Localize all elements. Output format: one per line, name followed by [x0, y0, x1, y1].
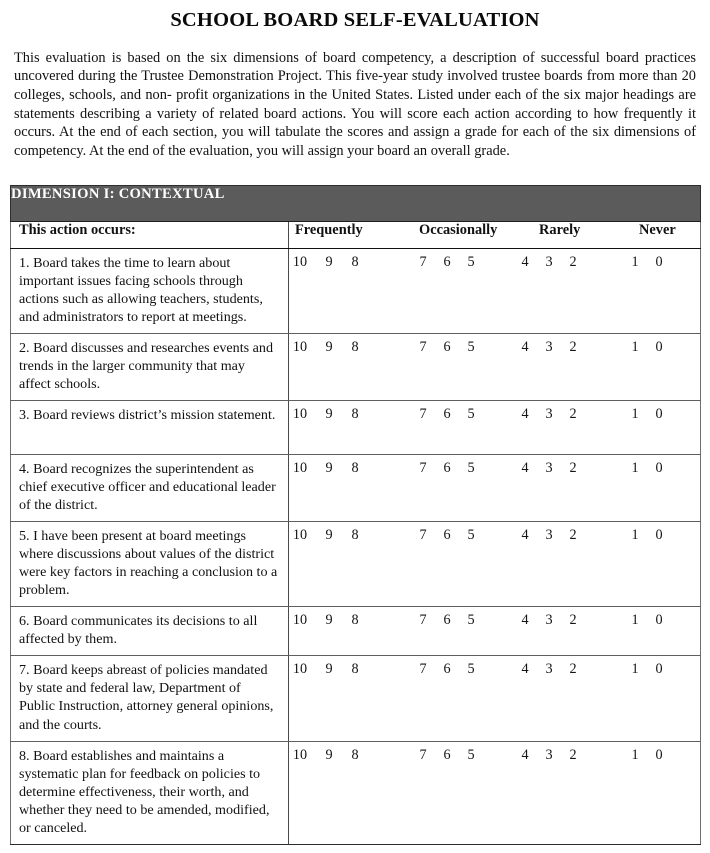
score-option-1[interactable]: 1 [631, 460, 639, 477]
column-header-never: Never [639, 221, 676, 238]
score-option-3[interactable]: 3 [545, 746, 553, 763]
score-option-5[interactable]: 5 [467, 253, 475, 270]
score-option-5[interactable]: 5 [467, 527, 475, 544]
score-strip [289, 527, 700, 546]
score-option-3[interactable]: 3 [545, 527, 553, 544]
column-header-statement: This action occurs: [11, 221, 289, 248]
score-option-10[interactable]: 10 [292, 460, 308, 477]
score-option-6[interactable]: 6 [443, 339, 451, 356]
score-scale-row [289, 334, 701, 401]
dimension-banner-row [11, 185, 701, 221]
score-option-5[interactable]: 5 [467, 339, 475, 356]
table-row [11, 248, 701, 333]
score-option-3[interactable]: 3 [545, 612, 553, 629]
dimension-banner: DIMENSION I: CONTEXTUAL [11, 185, 701, 221]
score-option-0[interactable]: 0 [655, 661, 663, 678]
score-option-6[interactable]: 6 [443, 661, 451, 678]
score-option-10[interactable]: 10 [292, 406, 308, 423]
score-scale-row [289, 248, 701, 333]
score-scale-row [289, 607, 701, 656]
score-option-4[interactable]: 4 [521, 253, 529, 270]
table-row [11, 401, 701, 455]
score-option-3[interactable]: 3 [545, 661, 553, 678]
score-scale-row [289, 741, 701, 844]
score-option-9[interactable]: 9 [325, 339, 333, 356]
evaluation-table [10, 185, 701, 845]
score-option-10[interactable]: 10 [292, 612, 308, 629]
score-option-4[interactable]: 4 [521, 746, 529, 763]
score-option-0[interactable]: 0 [655, 746, 663, 763]
score-option-0[interactable]: 0 [655, 460, 663, 477]
score-option-6[interactable]: 6 [443, 253, 451, 270]
statement-text: 3. Board reviews district’s mission statement. [11, 401, 289, 455]
score-option-7[interactable]: 7 [419, 460, 427, 477]
score-option-3[interactable]: 3 [545, 406, 553, 423]
score-option-8[interactable]: 8 [351, 339, 359, 356]
score-strip [289, 612, 700, 631]
statement-text: 1. Board takes the time to learn about important issues facing schools through actions such as allowing teachers, students, and administrators to report at meetings. [11, 248, 289, 333]
score-option-6[interactable]: 6 [443, 527, 451, 544]
score-scale-row [289, 401, 701, 455]
score-option-9[interactable]: 9 [325, 460, 333, 477]
score-option-6[interactable]: 6 [443, 406, 451, 423]
score-option-7[interactable]: 7 [419, 527, 427, 544]
score-option-1[interactable]: 1 [631, 339, 639, 356]
score-option-10[interactable]: 10 [292, 253, 308, 270]
score-option-2[interactable]: 2 [569, 612, 577, 629]
score-option-3[interactable]: 3 [545, 253, 553, 270]
score-strip [289, 661, 700, 680]
score-option-2[interactable]: 2 [569, 527, 577, 544]
score-option-7[interactable]: 7 [419, 612, 427, 629]
score-option-0[interactable]: 0 [655, 527, 663, 544]
score-option-4[interactable]: 4 [521, 612, 529, 629]
score-strip [289, 339, 700, 358]
score-option-1[interactable]: 1 [631, 746, 639, 763]
statement-text: 7. Board keeps abreast of policies mandated by state and federal law, Department of Public Instruction, attorney general opinions, and the courts. [11, 656, 289, 741]
score-option-8[interactable]: 8 [351, 527, 359, 544]
scale-header-labels [289, 222, 700, 242]
column-header-scale-group [289, 221, 701, 248]
column-header-rarely: Rarely [539, 221, 581, 238]
score-option-0[interactable]: 0 [655, 612, 663, 629]
statement-text: 5. I have been present at board meetings where discussions about values of the district were key factors in reaching a conclusion to a problem. [11, 522, 289, 607]
score-strip [289, 254, 700, 273]
score-option-10[interactable]: 10 [292, 661, 308, 678]
score-option-7[interactable]: 7 [419, 339, 427, 356]
score-option-9[interactable]: 9 [325, 661, 333, 678]
score-option-2[interactable]: 2 [569, 661, 577, 678]
statement-text: 2. Board discusses and researches events and trends in the larger community that may affect schools. [11, 334, 289, 401]
score-option-9[interactable]: 9 [325, 253, 333, 270]
score-option-10[interactable]: 10 [292, 746, 308, 763]
score-scale-row [289, 522, 701, 607]
page-title: SCHOOL BOARD SELF-EVALUATION [170, 9, 540, 31]
score-option-1[interactable]: 1 [631, 527, 639, 544]
intro-paragraph: This evaluation is based on the six dimensions of board competency, a description of successful board practices uncovered during the Trustee Demonstration Project. This five-year study involved trustee boards from more than 20 colleges, schools, and non- profit organizations in the United States. Listed under each of the six major headings are statements describing a variety of related board actions. You will score each action according to how frequently it occurs. At the end of each section, you will tabulate the scores and assign a grade for each of the six dimensions of competency. At the end of the evaluation, you will assign your board an overall grade. [14, 49, 696, 160]
table-row [11, 522, 701, 607]
score-option-8[interactable]: 8 [351, 746, 359, 763]
score-scale-row [289, 455, 701, 522]
score-option-8[interactable]: 8 [351, 406, 359, 423]
score-option-5[interactable]: 5 [467, 406, 475, 423]
score-option-9[interactable]: 9 [325, 746, 333, 763]
score-option-1[interactable]: 1 [631, 661, 639, 678]
score-option-0[interactable]: 0 [655, 406, 663, 423]
score-option-9[interactable]: 9 [325, 527, 333, 544]
score-option-1[interactable]: 1 [631, 612, 639, 629]
statement-text: 6. Board communicates its decisions to all affected by them. [11, 607, 289, 656]
statement-text: 8. Board establishes and maintains a systematic plan for feedback on policies to determine effectiveness, their worth, and whether they need to be amended, modified, or canceled. [11, 741, 289, 844]
score-strip [289, 747, 700, 766]
score-option-2[interactable]: 2 [569, 746, 577, 763]
score-option-4[interactable]: 4 [521, 339, 529, 356]
score-option-2[interactable]: 2 [569, 253, 577, 270]
column-header-frequently: Frequently [295, 221, 363, 238]
column-header-row [11, 221, 701, 248]
score-option-10[interactable]: 10 [292, 527, 308, 544]
column-header-occasionally: Occasionally [419, 221, 498, 238]
score-option-6[interactable]: 6 [443, 460, 451, 477]
score-option-2[interactable]: 2 [569, 460, 577, 477]
score-option-4[interactable]: 4 [521, 527, 529, 544]
score-option-4[interactable]: 4 [521, 460, 529, 477]
score-option-5[interactable]: 5 [467, 746, 475, 763]
evaluation-table-container [0, 161, 710, 845]
statement-text: 4. Board recognizes the superintendent as chief executive officer and educational leader of the district. [11, 455, 289, 522]
score-option-0[interactable]: 0 [655, 253, 663, 270]
score-option-7[interactable]: 7 [419, 661, 427, 678]
score-option-9[interactable]: 9 [325, 612, 333, 629]
score-option-8[interactable]: 8 [351, 661, 359, 678]
table-row [11, 455, 701, 522]
score-option-8[interactable]: 8 [351, 253, 359, 270]
score-option-5[interactable]: 5 [467, 661, 475, 678]
score-option-5[interactable]: 5 [467, 612, 475, 629]
score-option-1[interactable]: 1 [631, 253, 639, 270]
score-option-6[interactable]: 6 [443, 612, 451, 629]
score-option-3[interactable]: 3 [545, 460, 553, 477]
score-option-5[interactable]: 5 [467, 460, 475, 477]
score-option-6[interactable]: 6 [443, 746, 451, 763]
score-option-1[interactable]: 1 [631, 406, 639, 423]
score-option-9[interactable]: 9 [325, 406, 333, 423]
score-option-4[interactable]: 4 [521, 661, 529, 678]
score-option-4[interactable]: 4 [521, 406, 529, 423]
table-row [11, 334, 701, 401]
score-option-8[interactable]: 8 [351, 612, 359, 629]
score-option-3[interactable]: 3 [545, 339, 553, 356]
table-row [11, 607, 701, 656]
score-strip [289, 460, 700, 479]
score-option-8[interactable]: 8 [351, 460, 359, 477]
table-row [11, 656, 701, 741]
score-scale-row [289, 656, 701, 741]
score-option-7[interactable]: 7 [419, 253, 427, 270]
score-option-2[interactable]: 2 [569, 406, 577, 423]
score-option-7[interactable]: 7 [419, 746, 427, 763]
score-option-0[interactable]: 0 [655, 339, 663, 356]
table-row [11, 741, 701, 844]
score-option-10[interactable]: 10 [292, 339, 308, 356]
score-option-2[interactable]: 2 [569, 339, 577, 356]
score-strip [289, 406, 700, 425]
score-option-7[interactable]: 7 [419, 406, 427, 423]
